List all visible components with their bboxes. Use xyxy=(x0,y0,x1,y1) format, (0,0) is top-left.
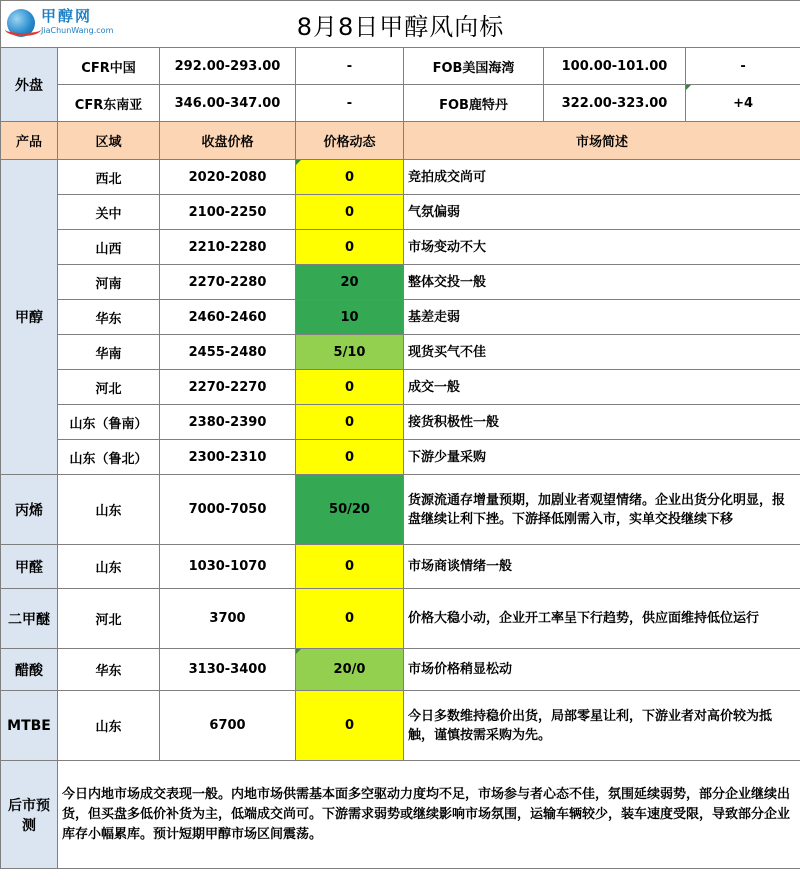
change-cell: 0 xyxy=(296,691,404,761)
change-cell: 5/10 xyxy=(296,335,404,370)
change-cell: 0 xyxy=(296,230,404,265)
price-cell: 2210-2280 xyxy=(160,230,296,265)
header-close: 收盘价格 xyxy=(160,122,296,160)
change-cell: 0 xyxy=(296,370,404,405)
table-row xyxy=(1,589,800,649)
outer-left-price: 292.00-293.00 xyxy=(160,48,296,85)
outer-right-change: +4 xyxy=(686,85,800,122)
region-cell: 山东 xyxy=(58,545,160,589)
desc-cell: 现货买气不佳 xyxy=(404,335,800,370)
table-row xyxy=(1,160,800,195)
region-cell: 河南 xyxy=(58,265,160,300)
outer-left-price: 346.00-347.00 xyxy=(160,85,296,122)
region-cell: 山东 xyxy=(58,475,160,545)
desc-cell: 气氛偏弱 xyxy=(404,195,800,230)
product-methanol: 甲醇 xyxy=(1,160,58,475)
region-cell: 华东 xyxy=(58,300,160,335)
outer-left-change: - xyxy=(296,85,404,122)
region-cell: 华南 xyxy=(58,335,160,370)
table-row xyxy=(1,440,800,475)
table-row xyxy=(1,691,800,761)
price-cell: 2100-2250 xyxy=(160,195,296,230)
desc-cell: 市场价格稍显松动 xyxy=(404,649,800,691)
price-cell: 2380-2390 xyxy=(160,405,296,440)
header-summary: 市场简述 xyxy=(404,122,800,160)
region-cell: 山东 xyxy=(58,691,160,761)
region-cell: 关中 xyxy=(58,195,160,230)
page-title: 8月8日甲醇风向标 xyxy=(296,12,505,41)
desc-cell: 货源流通存增量预期，加剧业者观望情绪。企业出货分化明显，报盘继续让利下挫。下游择低刚需入市，实单交投继续下移 xyxy=(404,475,800,545)
price-cell: 2460-2460 xyxy=(160,300,296,335)
title-cell xyxy=(1,1,800,48)
region-cell: 山东（鲁北） xyxy=(58,440,160,475)
price-cell: 3700 xyxy=(160,589,296,649)
outer-right-change: - xyxy=(686,48,800,85)
title-row xyxy=(1,1,800,48)
forecast-text: 今日内地市场成交表现一般。内地市场供需基本面多空驱动力度均不足，市场参与者心态不佳，氛围延续弱势，部分企业继续出货，但买盘多低价补货为主，低端成交尚可。下游需求弱势或继续影响市场氛围，运输车辆较少，装车速度受限，导致部分企业库存小幅累库。预计短期甲醇市场区间震荡。 xyxy=(58,761,800,869)
change-cell: 0 xyxy=(296,160,404,195)
change-cell: 10 xyxy=(296,300,404,335)
outer-row-2 xyxy=(1,85,800,122)
logo-url: JiaChunWang.com xyxy=(41,26,114,35)
product-cell: 丙烯 xyxy=(1,475,58,545)
desc-cell: 市场变动不大 xyxy=(404,230,800,265)
desc-cell: 成交一般 xyxy=(404,370,800,405)
table-row xyxy=(1,649,800,691)
change-cell: 20 xyxy=(296,265,404,300)
desc-cell: 整体交投一般 xyxy=(404,265,800,300)
table-row xyxy=(1,300,800,335)
outer-left-name: CFR中国 xyxy=(58,48,160,85)
desc-cell: 价格大稳小动，企业开工率呈下行趋势，供应面维持低位运行 xyxy=(404,589,800,649)
header-dynamic: 价格动态 xyxy=(296,122,404,160)
forecast-label: 后市预测 xyxy=(1,761,58,869)
outer-right-name: FOB美国海湾 xyxy=(404,48,544,85)
outer-left-name: CFR东南亚 xyxy=(58,85,160,122)
swoosh-icon xyxy=(5,23,41,36)
table-row xyxy=(1,475,800,545)
header-product: 产品 xyxy=(1,122,58,160)
region-cell: 河北 xyxy=(58,589,160,649)
outer-row-1 xyxy=(1,48,800,85)
region-cell: 华东 xyxy=(58,649,160,691)
region-cell: 山西 xyxy=(58,230,160,265)
table-row xyxy=(1,335,800,370)
change-cell: 0 xyxy=(296,589,404,649)
desc-cell: 竞拍成交尚可 xyxy=(404,160,800,195)
price-cell: 2300-2310 xyxy=(160,440,296,475)
change-cell: 20/0 xyxy=(296,649,404,691)
desc-cell: 接货积极性一般 xyxy=(404,405,800,440)
outer-left-change: - xyxy=(296,48,404,85)
table-row xyxy=(1,405,800,440)
outer-right-price: 322.00-323.00 xyxy=(544,85,686,122)
table-row xyxy=(1,545,800,589)
table-row xyxy=(1,370,800,405)
forecast-row xyxy=(1,761,800,869)
product-cell: MTBE xyxy=(1,691,58,761)
price-cell: 7000-7050 xyxy=(160,475,296,545)
product-cell: 醋酸 xyxy=(1,649,58,691)
price-cell: 2270-2270 xyxy=(160,370,296,405)
change-cell: 0 xyxy=(296,545,404,589)
logo-name: 甲醇网 xyxy=(41,7,93,25)
price-cell: 1030-1070 xyxy=(160,545,296,589)
region-cell: 西北 xyxy=(58,160,160,195)
desc-cell: 基差走弱 xyxy=(404,300,800,335)
outer-right-name: FOB鹿特丹 xyxy=(404,85,544,122)
price-cell: 2270-2280 xyxy=(160,265,296,300)
price-cell: 2455-2480 xyxy=(160,335,296,370)
table-row xyxy=(1,265,800,300)
region-cell: 河北 xyxy=(58,370,160,405)
table-row xyxy=(1,195,800,230)
desc-cell: 今日多数维持稳价出货，局部零星让利，下游业者对高价较为抵触，谨慎按需采购为先。 xyxy=(404,691,800,761)
table-row xyxy=(1,230,800,265)
header-region: 区域 xyxy=(58,122,160,160)
change-cell: 0 xyxy=(296,195,404,230)
change-cell: 50/20 xyxy=(296,475,404,545)
product-cell: 二甲醚 xyxy=(1,589,58,649)
desc-cell: 市场商谈情绪一般 xyxy=(404,545,800,589)
header-row xyxy=(1,122,800,160)
price-cell: 6700 xyxy=(160,691,296,761)
region-cell: 山东（鲁南） xyxy=(58,405,160,440)
price-cell: 2020-2080 xyxy=(160,160,296,195)
desc-cell: 下游少量采购 xyxy=(404,440,800,475)
jiachunwang-logo xyxy=(5,3,123,43)
change-cell: 0 xyxy=(296,440,404,475)
outer-right-price: 100.00-101.00 xyxy=(544,48,686,85)
outer-label: 外盘 xyxy=(1,48,58,122)
product-cell: 甲醛 xyxy=(1,545,58,589)
change-cell: 0 xyxy=(296,405,404,440)
price-cell: 3130-3400 xyxy=(160,649,296,691)
